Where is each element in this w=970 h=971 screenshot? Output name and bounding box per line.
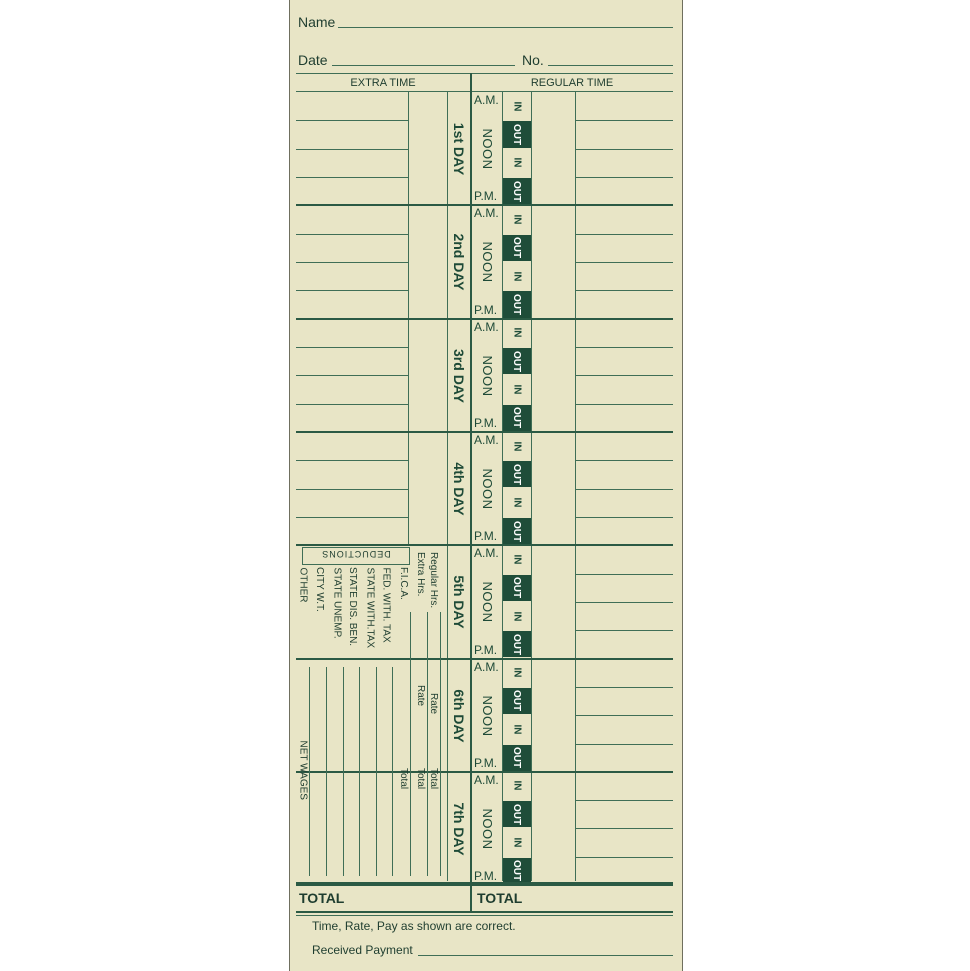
extra-time-row-line [296,347,408,348]
day-2-out-afternoon-slot[interactable] [503,291,531,317]
day-1-label: 1st DAY [451,122,467,176]
header-top-rule [296,73,673,74]
day-2-in-morning-slot[interactable] [503,206,531,232]
deduction-total-3: Total [398,768,409,790]
extra-time-row-line [296,517,408,518]
regular-hours-row-line [575,715,673,716]
total-double-rule [296,915,673,916]
regular-hours-row-line [575,857,673,858]
deduction-city-wt: CITY W.T. [314,567,325,612]
header-bottom-rule [296,91,673,92]
punch-in-label: IN [511,667,523,678]
deduction-entry-line[interactable] [440,612,441,876]
day-7-in-afternoon-slot[interactable] [503,829,531,855]
day-1-am-label: A.M. [474,93,499,107]
day-6-out-morning-slot[interactable] [503,688,531,714]
punch-out-label: OUT [511,407,523,429]
regular-hours-row-line [575,149,673,150]
punch-in-label: IN [511,724,523,735]
regular-hours-row-line [575,489,673,490]
regular-hours-row-line [575,234,673,235]
regular-total-label: TOTAL [477,890,523,906]
day-4-out-morning-slot[interactable] [503,461,531,487]
day-5-in-afternoon-slot[interactable] [503,603,531,629]
day-2-pm-label: P.M. [474,302,498,317]
day-1-out-morning-slot[interactable] [503,121,531,147]
punch-out-label: OUT [511,860,523,882]
total-bottom-rule [296,911,673,913]
name-label: Name [298,14,336,30]
extra-total-label: TOTAL [299,890,345,906]
day-4-in-afternoon-slot[interactable] [503,490,531,516]
day-3-am-label: A.M. [474,319,499,334]
deduction-regular-hrs: Regular Hrs. [428,552,439,609]
punch-in-label: IN [511,441,523,452]
regular-hours-row-line [575,262,673,263]
extra-time-header: EXTRA TIME [350,77,416,89]
signature-line[interactable] [418,955,673,956]
day-7-out-morning-slot[interactable] [503,801,531,827]
day-4-label: 4th DAY [451,462,467,516]
punch-in-label: IN [511,157,523,168]
regular-hours-row-line [575,687,673,688]
day-6-noon-label: NOON [480,695,495,736]
punch-out-label: OUT [511,237,523,259]
punch-out-label: OUT [511,747,523,769]
day-4-noon-label: NOON [480,468,495,510]
received-payment-label: Received Payment [312,943,413,957]
day-3-out-morning-slot[interactable] [503,348,531,374]
day-3-noon-label: NOON [480,355,495,397]
extra-time-row-line [296,234,408,235]
punch-in-label: IN [511,611,523,622]
punch-out-label: OUT [511,577,523,599]
day-3-out-afternoon-slot[interactable] [503,405,531,431]
punch-out-label: OUT [511,463,523,485]
regular-time-divider [470,73,472,913]
deduction-extra-hrs: Extra Hrs. [415,552,426,597]
regular-hours-row-line [575,347,673,348]
punch-in-label: IN [511,384,523,395]
deduction-net-wages: NET WAGES [297,740,308,800]
day-5-in-morning-slot[interactable] [503,546,531,572]
deduction-entry-line[interactable] [376,667,377,876]
day-7-am-label: A.M. [474,772,499,787]
deductions-title: DEDUCTIONS [321,549,391,559]
punch-in-label: IN [511,271,523,282]
deduction-entry-line[interactable] [410,612,411,876]
day-6-label: 6th DAY [451,688,467,743]
day-2-label: 2nd DAY [451,233,467,291]
day-3-in-afternoon-slot[interactable] [503,376,531,402]
deduction-entry-line[interactable] [309,667,310,876]
regular-hours-row-line [575,574,673,575]
total-top-rule [296,882,673,884]
extra-time-row-line [296,177,408,178]
punch-in-label: IN [511,554,523,565]
extra-time-row-line [296,375,408,376]
day-7-in-morning-slot[interactable] [503,773,531,799]
day-6-in-morning-slot[interactable] [503,660,531,686]
regular-hours-row-line [575,290,673,291]
deduction-state-unemp: STATE UNEMP. [331,567,342,639]
extra-time-row-line [296,460,408,461]
date-field-line[interactable] [332,65,515,66]
regular-hours-row-line [575,404,673,405]
punch-out-label: OUT [511,123,523,145]
punch-in-label: IN [511,214,523,225]
day-7-out-afternoon-slot[interactable] [503,858,531,884]
day-7-pm-label: P.M. [474,869,498,884]
regular-hours-row-line [575,177,673,178]
certification-text: Time, Rate, Pay as shown are correct. [312,919,516,933]
day-2-out-morning-slot[interactable] [503,235,531,261]
day-7-noon-label: NOON [480,808,495,850]
day-5-label: 5th DAY [451,575,467,629]
day-6-out-afternoon-slot[interactable] [503,745,531,771]
punch-out-label: OUT [511,633,523,655]
time-card [289,0,683,971]
extra-time-row-line [296,149,408,150]
day-3-in-morning-slot[interactable] [503,320,531,346]
day-1-pm-label: P.M. [474,189,498,204]
regular-hours-row-line [575,375,673,376]
day-label-col-left [447,91,448,881]
day-4-in-morning-slot[interactable] [503,433,531,459]
deduction-entry-line[interactable] [343,667,344,876]
deduction-rate-1: Rate [428,693,439,715]
regular-hours-row-line [575,800,673,801]
day-4-am-label: A.M. [474,432,499,447]
day-1-in-afternoon-slot[interactable] [503,150,531,176]
deduction-entry-line[interactable] [427,612,428,876]
deduction-other: OTHER [297,567,308,602]
punch-out-label: OUT [511,350,523,372]
deduction-rate-2: Rate [415,685,426,707]
day-5-pm-label: P.M. [474,642,498,657]
number-field-line[interactable] [548,65,673,66]
day-6-pm-label: P.M. [474,755,498,770]
punch-out-label: OUT [511,803,523,825]
punch-col-right [531,91,532,881]
regular-hours-row-line [575,602,673,603]
deduction-entry-line[interactable] [392,667,393,876]
deduction-fica: F.I.C.A. [398,567,409,600]
extra-time-row-line [296,262,408,263]
extra-time-row-line [296,290,408,291]
regular-hours-row-line [575,828,673,829]
day-1-out-afternoon-slot[interactable] [503,178,531,204]
day-2-am-label: A.M. [474,206,499,221]
date-label: Date [298,52,328,68]
punch-in-label: IN [511,497,523,508]
punch-out-label: OUT [511,180,523,202]
day-3-label: 3rd DAY [451,348,467,403]
regular-hours-row-line [575,517,673,518]
day-6-am-label: A.M. [474,659,499,674]
day-5-am-label: A.M. [474,546,499,561]
regular-hours-row-line [575,120,673,121]
regular-time-header: REGULAR TIME [530,77,614,89]
punch-in-label: IN [511,327,523,338]
deduction-state-with-tax: STATE WITH.TAX [364,567,375,648]
day-5-out-morning-slot[interactable] [503,575,531,601]
extra-time-row-line [296,489,408,490]
day-3-pm-label: P.M. [474,415,498,430]
extra-time-row-line [296,404,408,405]
punch-in-label: IN [511,780,523,791]
punch-out-label: OUT [511,520,523,542]
regular-hours-row-line [575,630,673,631]
number-label: No. [522,52,544,68]
punch-out-label: OUT [511,690,523,712]
deduction-fed-with-tax: FED. WITH. TAX [380,567,391,643]
regular-hours-divider [575,91,576,881]
deduction-entry-line[interactable] [326,667,327,876]
regular-hours-row-line [575,460,673,461]
deduction-entry-line[interactable] [359,667,360,876]
extra-time-row-line [296,120,408,121]
name-field-line[interactable] [338,27,673,28]
day-5-noon-label: NOON [480,581,495,623]
day-1-noon-label: NOON [480,128,495,170]
punch-in-label: IN [511,837,523,848]
day-4-out-afternoon-slot[interactable] [503,518,531,544]
day-7-label: 7th DAY [451,802,467,856]
day-5-out-afternoon-slot[interactable] [503,631,531,657]
deduction-total-2: Total [415,768,426,790]
day-6-in-afternoon-slot[interactable] [503,716,531,742]
day-2-in-afternoon-slot[interactable] [503,263,531,289]
day-2-noon-label: NOON [480,241,495,283]
punch-in-label: IN [511,101,523,112]
punch-out-label: OUT [511,293,523,315]
day-4-pm-label: P.M. [474,529,498,544]
day-7-bottom-rule [296,884,673,886]
deduction-total-1: Total [428,768,439,790]
day-1-in-morning-slot[interactable] [503,93,531,119]
deduction-state-dis-ben: STATE DIS. BEN. [347,567,358,647]
regular-hours-row-line [575,744,673,745]
